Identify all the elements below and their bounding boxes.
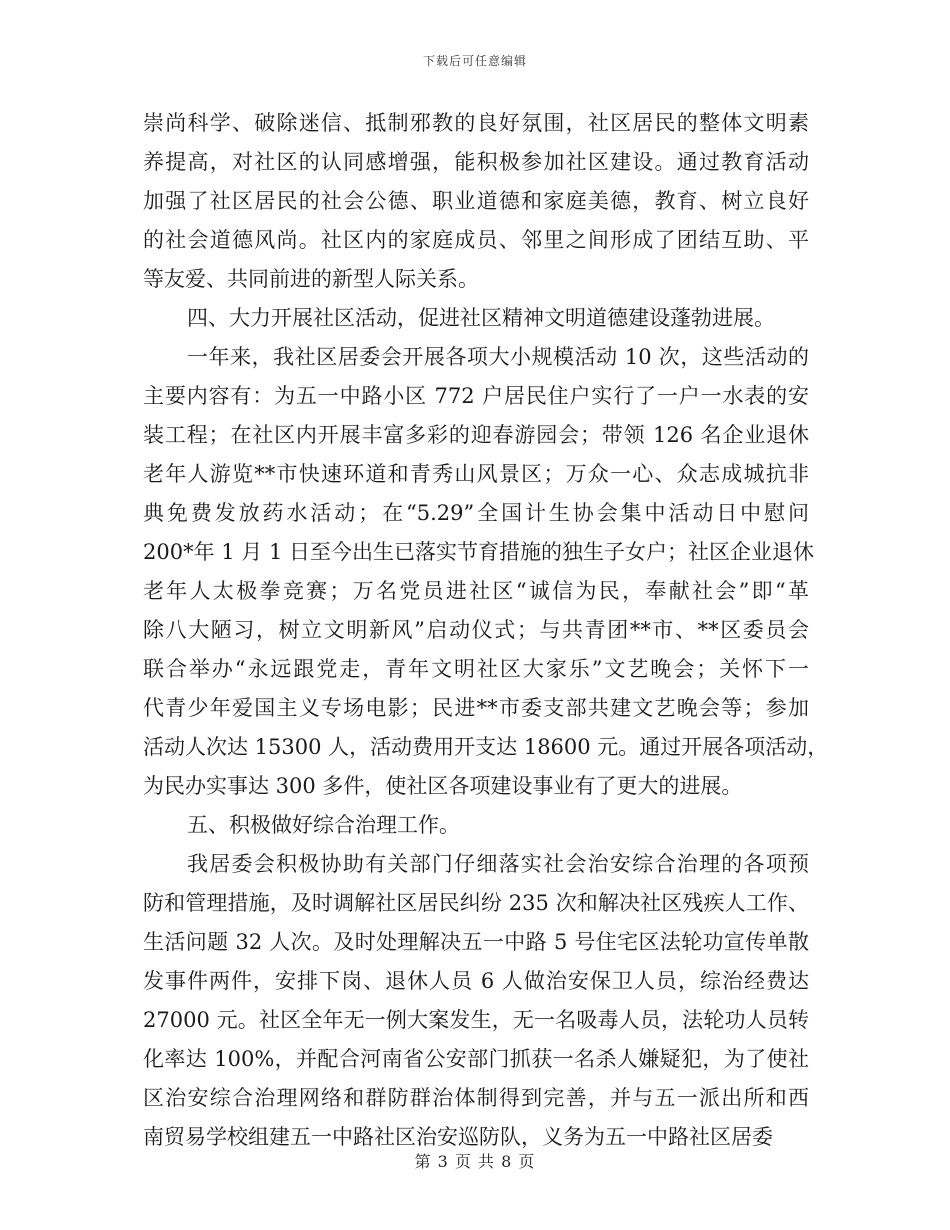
text-line: 养提高，对社区的认同感增强，能积极参加社区建设。通过教育活动 xyxy=(143,150,809,174)
text-line: 老年人游览**市快速环道和青秀山风景区；万众一心、众志成城抗非 xyxy=(143,462,809,486)
document-body xyxy=(143,104,829,1157)
text-line: 活动人次达 15300 人，活动费用开支达 18600 元。通过开展各项活动， xyxy=(143,735,829,759)
text-line: 主要内容有：为五一中路小区 772 户居民住户实行了一户一水表的安 xyxy=(143,384,809,408)
text-line: 我居委会积极协助有关部门仔细落实社会治安综合治理的各项预 xyxy=(187,852,809,876)
text-line: 防和管理措施，及时调解社区居民纠纷 235 次和解决社区残疾人工作、 xyxy=(143,891,809,915)
page-number: 第 3 页 共 8 页 xyxy=(414,1152,536,1171)
text-line: 的社会道德风尚。社区内的家庭成员、邻里之间形成了团结互助、平 xyxy=(143,228,809,252)
paragraph xyxy=(143,845,809,1157)
text-line: 联合举办“永远跟党走，青年文明社区大家乐”文艺晚会；关怀下一 xyxy=(143,657,809,681)
text-line: 区治安综合治理网络和群防群治体制得到完善，并与五一派出所和西 xyxy=(143,1086,809,1110)
paragraph xyxy=(143,338,829,806)
text-line: 200*年 1 月 1 日至今出生已落实节育措施的独生子女户；社区企业退休 xyxy=(143,540,815,564)
text-line: 五、积极做好综合治理工作。 xyxy=(187,813,460,837)
text-line: 发事件两件，安排下岗、退休人员 6 人做治安保卫人员，综治经费达 xyxy=(143,969,809,993)
paragraph xyxy=(143,104,809,299)
text-line: 老年人太极拳竞赛；万名党员进社区“诚信为民，奉献社会”即“革 xyxy=(143,579,809,603)
paragraph xyxy=(143,299,809,338)
text-line: 27000 元。社区全年无一例大案发生，无一名吸毒人员，法轮功人员转 xyxy=(143,1008,809,1032)
text-line: 四、大力开展社区活动，促进社区精神文明道德建设蓬勃进展。 xyxy=(187,306,775,330)
text-line: 装工程；在社区内开展丰富多彩的迎春游园会；带领 126 名企业退休 xyxy=(143,423,809,447)
text-line: 为民办实事达 300 多件，使社区各项建设事业有了更大的进展。 xyxy=(143,774,743,798)
text-line: 化率达 100%，并配合河南省公安部门抓获一名杀人嫌疑犯，为了使社 xyxy=(143,1047,809,1071)
text-line: 加强了社区居民的社会公德、职业道德和家庭美德，教育、树立良好 xyxy=(143,189,809,213)
text-line: 等友爱、共同前进的新型人际关系。 xyxy=(143,267,479,291)
page-header: 下载后可任意编辑 xyxy=(422,54,527,68)
text-line: 代青少年爱国主义专场电影；民进**市委支部共建文艺晚会等；参加 xyxy=(143,696,809,720)
text-line: 除八大陋习，树立文明新风”启动仪式；与共青团**市、**区委员会 xyxy=(143,618,809,642)
text-line: 生活问题 32 人次。及时处理解决五一中路 5 号住宅区法轮功宣传单散 xyxy=(143,930,809,954)
text-line: 南贸易学校组建五一中路社区治安巡防队，义务为五一中路社区居委 xyxy=(143,1125,773,1149)
text-line: 典免费发放药水活动；在“5.29”全国计生协会集中活动日中慰问 xyxy=(143,501,809,525)
text-line: 崇尚科学、破除迷信、抵制邪教的良好氛围，社区居民的整体文明素 xyxy=(143,111,809,135)
text-line: 一年来，我社区居委会开展各项大小规模活动 10 次，这些活动的 xyxy=(187,345,809,369)
paragraph xyxy=(143,806,809,845)
